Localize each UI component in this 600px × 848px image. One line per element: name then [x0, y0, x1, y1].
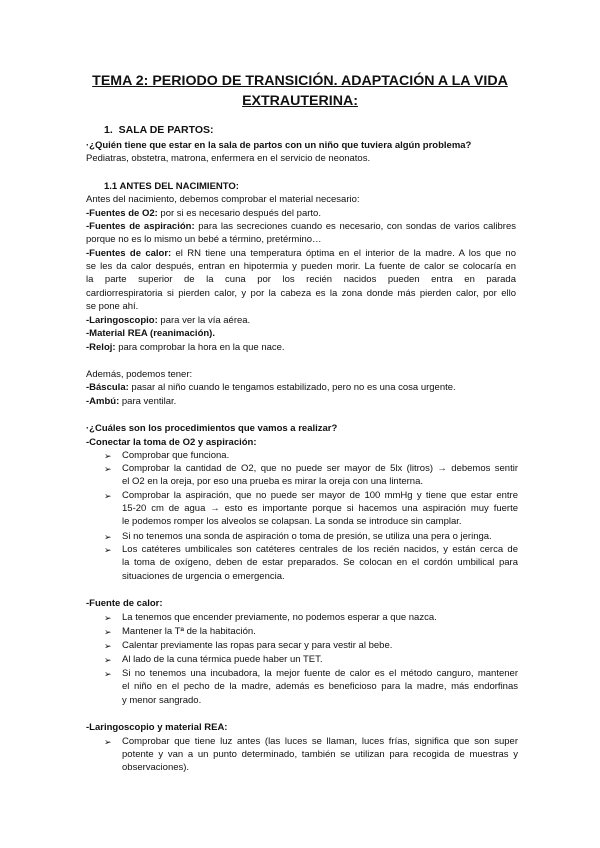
item-ambu — [86, 396, 516, 408]
item-text: para las secreciones cuando es necesario, con sondas de varios calibres — [194, 221, 517, 232]
item-label: -Fuentes de O2: — [86, 208, 158, 219]
item-fuentes-aspiracion — [86, 221, 516, 233]
arrow-bullet-icon: ➢ — [104, 451, 112, 461]
page-title-line-1: TEMA 2: PERIODO DE TRANSICIÓN. ADAPTACIÓN A LA VIDA — [92, 73, 508, 89]
item-bascula — [86, 382, 516, 394]
bullet-text: Si no tenemos una sonda de aspiración o toma de presión, se utiliza una pera o jeringa. — [122, 531, 492, 542]
item-text: el RN tiene una temperatura óptima en el interior de la madre. A los que no — [171, 248, 516, 259]
item-label: -Fuentes de calor: — [86, 248, 172, 259]
item-fuentes-calor-cont-4: se pone ahí. — [86, 301, 139, 312]
answer-who: Pediatras, obstetra, matrona, enfermera en el servicio de neonatos. — [86, 153, 371, 164]
arrow-bullet-icon: ➢ — [104, 491, 112, 501]
arrow-bullet-icon: ➢ — [104, 627, 112, 637]
bullet-text-cont: potente y van a un punto determinado, también se utilizan para recogida de muestras y — [122, 749, 518, 760]
item-material-rea: -Material REA (reanimación). — [86, 328, 215, 339]
intro-line: Antes del nacimiento, debemos comprobar el material necesario: — [86, 194, 360, 205]
item-label: -Reloj: — [86, 342, 116, 353]
bullet-text-cont: observaciones). — [122, 762, 190, 773]
item-text: por si es necesario después del parto. — [157, 208, 321, 219]
bullet-text: Si no tenemos una incubadora, la mejor fuente de calor es el método canguro, mantener — [122, 668, 518, 679]
page-title-line-2: EXTRAUTERINA: — [242, 93, 358, 109]
bullet-text: Comprobar la cantidad de O2, que no puede ser mayor de 5lx (litros) → debemos sentir — [122, 463, 518, 474]
arrow-bullet-icon: ➢ — [104, 669, 112, 679]
item-fuentes-calor — [86, 248, 516, 260]
section-heading-sala-de-partos — [104, 124, 214, 136]
arrow-bullet-icon: ➢ — [104, 655, 112, 665]
item-text: para ver la vía aérea. — [157, 315, 251, 326]
arrow-bullet-icon: ➢ — [104, 641, 112, 651]
item-laringoscopio — [86, 315, 516, 327]
bullet-text: Los catéteres umbilicales son catéteres centrales de los recién nacidos, y están cerca de — [122, 544, 518, 555]
item-fuentes-aspiracion-cont: porque no es lo mismo un bebé a término, pretérmino… — [86, 234, 322, 245]
bullet-text: Calentar previamente las ropas para secar y para vestir al bebe. — [122, 640, 393, 651]
subsection-heading-antes: 1.1 ANTES DEL NACIMIENTO: — [104, 181, 239, 192]
item-text: pasar al niño cuando le tengamos estabilizado, pero no es una cosa urgente. — [128, 382, 456, 393]
bullet-text: La tenemos que encender previamente, no podemos esperar a que nazca. — [122, 612, 437, 623]
item-fuentes-o2 — [86, 208, 516, 220]
arrow-bullet-icon: ➢ — [104, 737, 112, 747]
bullet-text: Comprobar la aspiración, que no puede ser mayor de 100 mmHg y tiene que estar entre — [122, 490, 518, 501]
ademas-line: Además, podemos tener: — [86, 369, 193, 380]
bullet-text: Comprobar que funciona. — [122, 450, 230, 461]
bullet-text: Mantener la Tª de la habitación. — [122, 626, 256, 637]
arrow-bullet-icon: ➢ — [104, 545, 112, 555]
arrow-bullet-icon: ➢ — [104, 613, 112, 623]
item-fuentes-calor-cont-2: la parte superior de la cuna por los recién nacidos pueden entra en parada — [86, 274, 516, 285]
section-title: SALA DE PARTOS: — [118, 124, 214, 136]
bullet-text-cont: la toma de oxígeno, deben de estar preparados. Se colocan en el cordón umbilical para — [122, 557, 518, 568]
item-fuentes-calor-cont-1: se les da calor después, entran en hipotermia y pueden morir. La fuente de calor se colocaría en — [86, 261, 516, 272]
arrow-bullet-icon: ➢ — [104, 532, 112, 542]
subhead-conectar: -Conectar la toma de O2 y aspiración: — [86, 437, 257, 448]
bullet-text-cont: y menor sangrado. — [122, 695, 202, 706]
item-text: para ventilar. — [119, 396, 177, 407]
item-label: -Báscula: — [86, 382, 129, 393]
item-label: -Fuentes de aspiración: — [86, 221, 195, 232]
subhead-laringoscopio-rea: -Laringoscopio y material REA: — [86, 722, 228, 733]
bullet-text-cont: el O2 en la oreja, por eso una prueba es mirar la oreja con una linterna. — [122, 476, 424, 487]
item-label: -Ambú: — [86, 396, 120, 407]
bullet-text: Comprobar que tiene luz antes (las luces se llaman, luces frías, significa que son super — [122, 736, 518, 747]
bullet-text: Al lado de la cuna térmica puede haber un TET. — [122, 654, 323, 665]
item-reloj — [86, 342, 516, 354]
item-label: -Laringoscopio: — [86, 315, 158, 326]
section-number: 1. — [104, 124, 113, 136]
arrow-bullet-icon: ➢ — [104, 464, 112, 474]
bullet-text-cont: situaciones de urgencia o emergencia. — [122, 571, 285, 582]
question-procedures: ·¿Cuáles son los procedimientos que vamos a realizar? — [86, 423, 338, 434]
item-text: para comprobar la hora en la que nace. — [115, 342, 285, 353]
item-fuentes-calor-cont-3: cardiorrespiratoria si pierden calor, y por la cabeza es la zona donde más pierden calor, por ello — [86, 288, 516, 299]
question-who: ·¿Quién tiene que estar en la sala de partos con un niño que tuviera algún problema? — [86, 140, 472, 151]
bullet-text-cont: le podemos romper los alveolos se colapsan. La sonda se introduce sin camplar. — [122, 516, 462, 527]
bullet-text-cont: el niño en el pecho de la madre, además es beneficioso para la madre, más endorfinas — [122, 681, 518, 692]
bullet-text-cont: 15-20 cm de agua → esto es importante porque si hacemos una aspiración muy fuerte — [122, 503, 518, 514]
subhead-fuente-calor: -Fuente de calor: — [86, 598, 163, 609]
